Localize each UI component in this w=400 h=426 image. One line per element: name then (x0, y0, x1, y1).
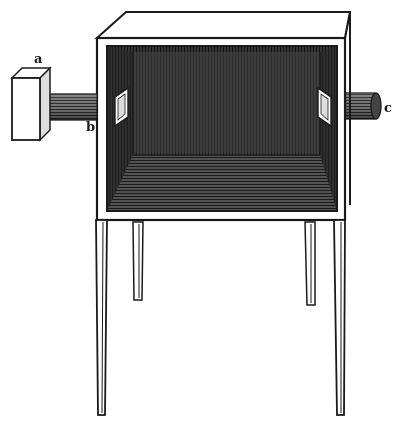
back-legs (133, 222, 315, 305)
plate-a (12, 68, 50, 140)
label-c: c (384, 101, 392, 116)
cabinet-interior (107, 46, 337, 211)
cabinet-floor (107, 155, 337, 211)
tube-c (340, 93, 381, 119)
label-a: a (34, 52, 43, 67)
label-b: b (86, 120, 96, 135)
cabinet-top (97, 12, 350, 38)
